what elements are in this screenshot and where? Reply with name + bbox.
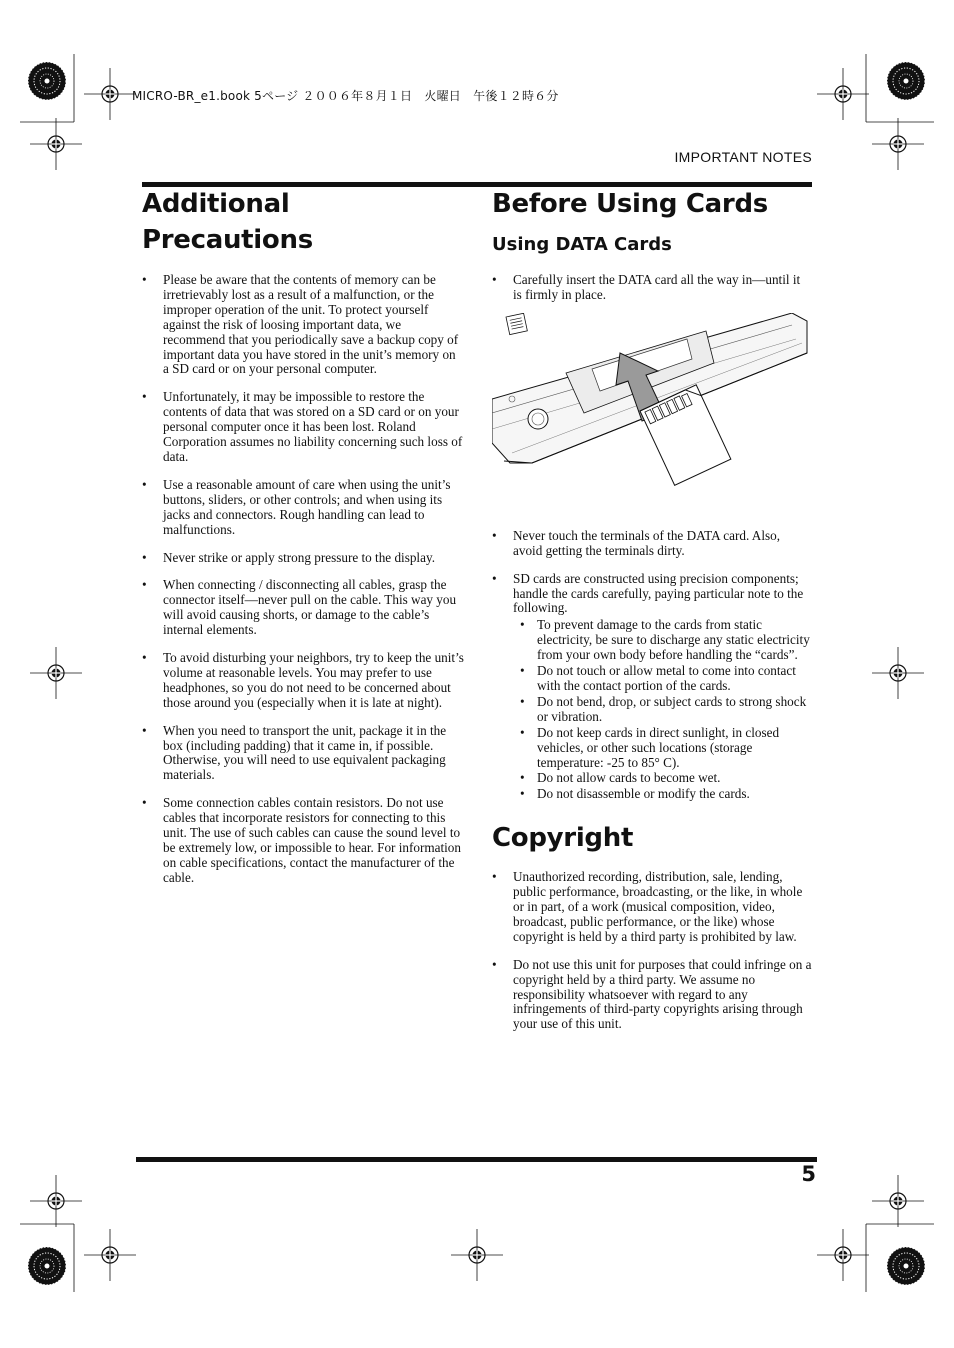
running-head: IMPORTANT NOTES [674,149,812,165]
copyright-title: Copyright [492,823,634,854]
sublist-item: • Do not disassemble or modify the cards. [513,787,812,802]
list-item: • Use a reasonable amount of care when using the unit’s buttons, sliders, or other controls; and when using its jacks and connectors. Rough handling can lead to malfunctions. [142,478,464,538]
precautions-list [142,273,464,886]
list-item: • When you need to transport the unit, package it in the box (including padding) that it came in, if possible. Otherwise, you will need to use equivalent packaging materials. [142,724,464,784]
card-handling-list [492,529,812,802]
card-insertion-illustration [492,313,812,509]
page-number: 5 [801,1162,816,1186]
list-item: • Never strike or apply strong pressure to the display. [142,551,464,566]
list-item: • To avoid disturbing your neighbors, try to keep the unit’s volume at reasonable levels. You may prefer to use headphones, so you do not need to be concerned about those around you (especially when it is late at night). [142,651,464,711]
list-item: • Do not use this unit for purposes that could infringe on a copyright held by a third party. We assume no responsibility whatsoever with regard to any infringements of third-party copyrights arising through your use of this unit. [492,958,812,1033]
list-item-text: SD cards are constructed using precision components; handle the cards carefully, paying particular note to the following. [513,570,804,616]
list-item: • Never touch the terminals of the DATA card. Also, avoid getting the terminals dirty. [492,529,812,559]
bottom-rule [136,1157,817,1162]
list-item: • Some connection cables contain resistors. Do not use cables that incorporate resistors for connecting to this unit. The use of such cables can cause the sound level to be extremely low, or impossible to hear. For information on cable specifications, contact the manufacturer of the cable. [142,796,464,885]
list-item [492,572,812,803]
sublist-item: • Do not touch or allow metal to come into contact with the contact portion of the cards. [513,664,812,694]
additional-precautions-title: Additional Precautions [142,189,313,255]
before-using-cards-title: Before Using Cards [492,189,768,219]
sublist-item: • Do not keep cards in direct sunlight, in closed vehicles, or other such locations (storage temperature: -25 to 85° C). [513,726,812,771]
list-item: • Please be aware that the contents of memory can be irretrievably lost as a result of a malfunction, or the improper operation of the unit. To protect yourself against the risk of loosing important data, we recommend that you periodically save a backup copy of important data you have stored in the unit’s memory on a SD card or on your personal computer. [142,273,464,377]
additional-precautions-section [142,186,464,899]
sublist-item: • Do not bend, drop, or subject cards to strong shock or vibration. [513,695,812,725]
list-item: • Carefully insert the DATA card all the way in—until it is firmly in place. [492,273,812,303]
sublist-item: • Do not allow cards to become wet. [513,771,812,786]
before-using-cards-section [492,186,812,1045]
using-data-cards-subtitle: Using DATA Cards [492,234,672,255]
sublist-item: • To prevent damage to the cards from static electricity, be sure to discharge any static electricity from your own body before handling the “cards”. [513,618,812,663]
printer-header: MICRO-BR_e1.book 5ページ ２００６年８月１日 火曜日 午後１２時６分 [132,89,559,103]
card-care-sublist [513,618,812,802]
copyright-list [492,870,812,1032]
list-item: • When connecting / disconnecting all cables, grasp the connector itself—never pull on the cable. This way you will avoid causing shorts, or damage to the cable’s internal elements. [142,578,464,638]
device-card-drawing [492,313,812,509]
list-item: • Unfortunately, it may be impossible to restore the contents of data that was stored on a SD card or on your personal computer once it has been lost. Roland Corporation assumes no liability concerning such loss of data. [142,390,464,465]
insert-card-list [492,273,812,303]
list-item: • Unauthorized recording, distribution, sale, lending, public performance, broadcasting, or the like, in whole or in part, of a work (musical composition, video, broadcast, public performance, or the like) whose copyright is held by a third party is prohibited by law. [492,870,812,945]
